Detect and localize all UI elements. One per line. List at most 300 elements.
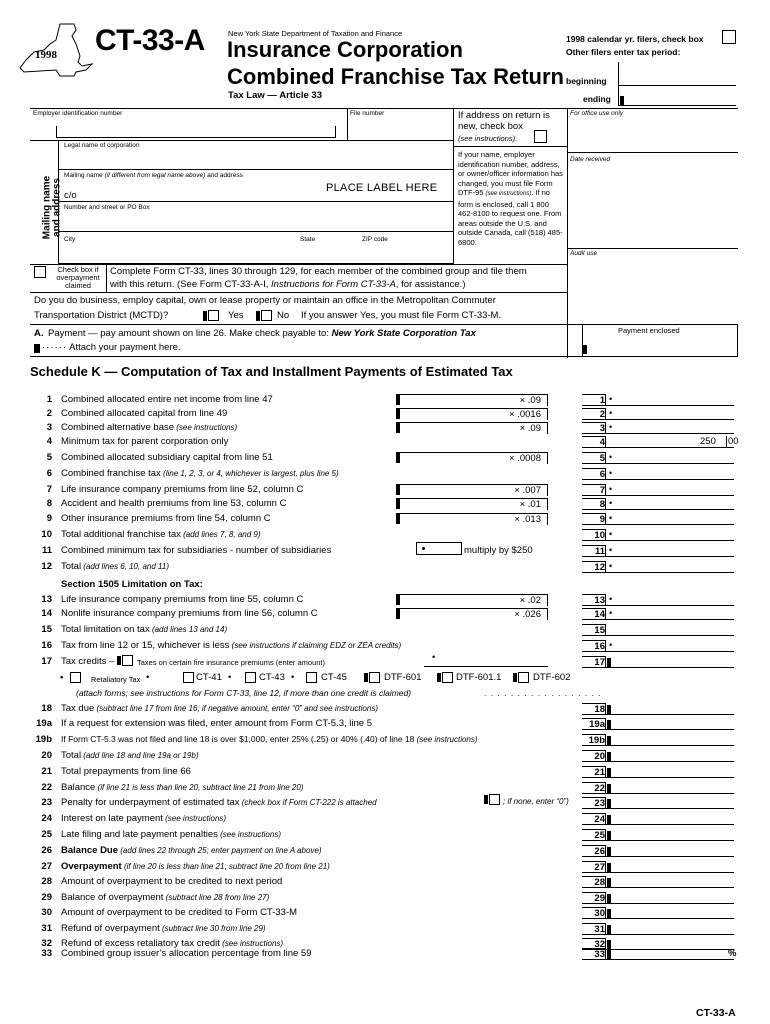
ct43-dot: • — [291, 672, 295, 683]
min-tax-amount: 250 — [700, 436, 716, 447]
overpayment-checkbox[interactable] — [34, 266, 46, 278]
credits-attach-dots: . . . . . . . . . . . . . . . . . . — [484, 688, 602, 698]
schedule-line-5 — [0, 452, 770, 463]
line-amount-field[interactable] — [606, 640, 734, 652]
schedule-line-9 — [0, 513, 770, 524]
beginning-field[interactable] — [618, 62, 736, 86]
line-label — [61, 923, 266, 934]
schedule-line-19b — [0, 734, 770, 745]
line-amount-field[interactable] — [606, 452, 734, 464]
fire-insurance-marker — [117, 656, 121, 665]
line-label — [61, 829, 281, 840]
line-ref-number: 24 — [582, 813, 606, 825]
overpayment-check-label: Check box if overpayment claimed — [56, 265, 100, 290]
amount-marker — [607, 768, 611, 777]
line-amount-field[interactable] — [606, 750, 734, 762]
complete-text2a: with this return. (See Form CT-33-A-I, — [110, 279, 269, 290]
line-label — [61, 948, 312, 959]
dtf601-checkbox[interactable] — [369, 672, 380, 683]
line-label — [61, 468, 339, 479]
bullet-icon: • — [609, 608, 613, 618]
line-label — [61, 813, 226, 824]
rate-field[interactable]: × .0016 — [396, 408, 548, 420]
line-ref-number: 3 — [582, 422, 606, 434]
amount-marker — [607, 878, 611, 887]
line-ref-number: 4 — [582, 436, 606, 448]
address-new-checkbox[interactable] — [534, 130, 547, 143]
line-amount-field[interactable] — [606, 734, 734, 746]
schedule-line-26 — [0, 845, 770, 856]
percent-sign: % — [728, 948, 737, 959]
line-text: Life insurance company premiums from line 55, column C — [61, 594, 304, 605]
schedule-line-18 — [0, 703, 770, 714]
line-number: 17 — [41, 656, 52, 667]
line-ref-number: 1 — [582, 394, 606, 406]
line-text: If a request for extension was filed, enter amount from Form CT-5.3, line 5 — [61, 718, 372, 729]
line-number: 19a — [36, 718, 52, 729]
line-amount-field[interactable] — [606, 422, 734, 434]
line-amount-field[interactable] — [606, 782, 734, 794]
change-note-text: If your name, employer identification number, address, or owner/officer information has changed, you must file Form DTF-95 — [458, 150, 563, 197]
line-ref-number: 17 — [582, 656, 606, 668]
beginning-label: beginning — [566, 76, 607, 86]
line-number: 23 — [41, 797, 52, 808]
line-label — [61, 422, 237, 433]
line-subtext: (see instructions) — [219, 939, 284, 948]
line-subtext: (add lines 13 and 14) — [149, 625, 228, 634]
line-number: 33 — [41, 948, 52, 959]
line-amount-field[interactable] — [606, 813, 734, 825]
line-number: 18 — [41, 703, 52, 714]
line-text: Balance of overpayment — [61, 892, 164, 903]
file-number-label: File number — [350, 110, 385, 117]
line-text: Total limitation on tax — [61, 624, 150, 635]
line-amount-field[interactable] — [606, 624, 734, 636]
schedule-line-28 — [0, 876, 770, 887]
retaliatory-checkbox[interactable] — [70, 672, 81, 683]
change-note-text2: . If no form is enclosed, call — [458, 188, 550, 209]
line-ref-number: 31 — [582, 923, 606, 935]
line-number: 15 — [41, 624, 52, 635]
ein-label: Employer identification number — [33, 110, 123, 117]
schedule-line-10 — [0, 529, 770, 540]
mctd-yes-marker — [203, 311, 207, 321]
line-ref-number: 33 — [582, 948, 606, 960]
line-number: 16 — [41, 640, 52, 651]
line-ref-number: 13 — [582, 594, 606, 606]
dtf602-checkbox[interactable] — [518, 672, 529, 683]
line-subtext: (see instructions) — [162, 814, 227, 823]
line-ref-number: 19a — [582, 718, 606, 730]
line-amount-field[interactable] — [606, 703, 734, 715]
mailing-name-field[interactable] — [58, 170, 454, 202]
payment-text2 — [42, 342, 181, 353]
rate-field[interactable]: × .007 — [396, 484, 548, 496]
line-text: Overpayment — [61, 861, 122, 872]
line-amount-field[interactable] — [606, 394, 734, 406]
line-text: Other insurance premiums from line 54, column C — [61, 513, 271, 524]
line-text: Tax due — [61, 703, 95, 714]
amount-marker — [607, 815, 611, 824]
line-subtext: (add lines 22 through 25; enter payment on line A above) — [118, 846, 322, 855]
line-text: Balance — [61, 782, 96, 793]
line-amount-field[interactable] — [606, 545, 734, 557]
line-text: Balance Due — [61, 845, 119, 856]
amount-marker — [607, 831, 611, 840]
bullet-icon: • — [609, 408, 613, 418]
line-number: 8 — [46, 498, 52, 509]
amount-marker — [607, 784, 611, 793]
payment-enclosed-marker — [583, 345, 587, 354]
mctd-question1: Do you do business, employ capital, own or lease property or maintain an office in the Metropolitan Commuter — [34, 295, 496, 306]
rate-field[interactable]: × .02 — [396, 594, 548, 606]
ein-field[interactable] — [56, 126, 336, 138]
line-text: Combined franchise tax — [61, 468, 161, 479]
calendar-filers-label: 1998 calendar yr. filers, check box — [566, 34, 704, 44]
min-tax-cents: 00 — [728, 436, 739, 447]
line-text: Tax from line 12 or 15, whichever is less — [61, 640, 230, 651]
change-note-instr: (see instructions) — [485, 191, 532, 197]
retaliatory-dot: • — [146, 672, 150, 683]
schedule-line-29 — [0, 892, 770, 903]
line-amount-field[interactable] — [606, 594, 734, 606]
line-number: 14 — [41, 608, 52, 619]
line-label — [61, 513, 271, 524]
schedule-line-27 — [0, 861, 770, 872]
fire-insurance-checkbox[interactable] — [122, 655, 133, 666]
amount-marker — [607, 720, 611, 729]
line-amount-field[interactable] — [606, 513, 734, 525]
line-text: Late filing and late payment penalties — [61, 829, 218, 840]
mctd-yes-checkbox[interactable] — [208, 310, 219, 321]
line-ref-number: 16 — [582, 640, 606, 652]
line-text: Minimum tax for parent corporation only — [61, 436, 229, 447]
section-1505-heading: Section 1505 Limitation on Tax: — [61, 579, 203, 590]
line-amount-field[interactable] — [606, 498, 734, 510]
line-text: Combined alternative base — [61, 422, 175, 433]
line-number: 13 — [41, 594, 52, 605]
line-text: Combined allocated entire net income from line 47 — [61, 394, 273, 405]
line-number: 21 — [41, 766, 52, 777]
line-number: 6 — [46, 468, 52, 479]
rate-field[interactable]: × .01 — [396, 498, 548, 510]
change-note-phone: 1 800 462-8100 to request one. From areas outside the U.S. and outside Canada, call (518) 485-6800. — [458, 199, 563, 247]
line-ref-number: 11 — [582, 545, 606, 557]
line-subtext: (line 1, 2, 3, or 4, whichever is largest, plus line 5) — [160, 469, 339, 478]
line-amount-field[interactable] — [606, 892, 734, 904]
schedule-line-15 — [0, 624, 770, 635]
amount-marker — [607, 705, 611, 714]
bullet-icon: • — [609, 484, 613, 494]
ending-label: ending — [583, 94, 611, 104]
line-amount-field[interactable] — [606, 529, 734, 541]
title-line2: Combined Franchise Tax Return — [227, 64, 564, 89]
change-note — [458, 150, 564, 247]
line-text: Nonlife insurance company premiums from line 56, column C — [61, 608, 318, 619]
line-number: 4 — [46, 436, 52, 447]
dtf601-label: DTF-601 — [384, 672, 422, 683]
payment-text1 — [48, 328, 476, 339]
line-ref-number: 9 — [582, 513, 606, 525]
line-amount-field[interactable] — [606, 948, 737, 960]
legal-name-field[interactable] — [58, 140, 454, 170]
form-year: 1998 — [35, 49, 57, 61]
line-amount-field[interactable] — [606, 797, 734, 809]
ct45-checkbox[interactable] — [306, 672, 317, 683]
ct222-checkbox[interactable] — [489, 794, 500, 805]
line-text: If Form CT-5.3 was not filed and line 18 is over $1,000, enter 25% (.25) or 40% (.40) of line 18 — [61, 734, 415, 744]
line-number: 29 — [41, 892, 52, 903]
line-label — [61, 408, 227, 419]
line-text: Combined group issuer’s allocation percentage from line 59 — [61, 948, 312, 959]
amount-marker — [607, 863, 611, 872]
line-amount-field[interactable] — [606, 876, 734, 888]
line-subtext: (add line 18 and line 19a or 19b) — [81, 751, 199, 760]
ct43-checkbox[interactable] — [245, 672, 256, 683]
complete-text2b: Instructions for Form CT-33-A — [271, 279, 396, 290]
line-number: 20 — [41, 750, 52, 761]
line-ref-number: 6 — [582, 468, 606, 480]
line-number: 2 — [46, 408, 52, 419]
line-amount-field[interactable] — [606, 907, 734, 919]
line-subtext: (see instructions) — [174, 423, 238, 432]
line-number: 10 — [41, 529, 52, 540]
line-ref-number: 23 — [582, 797, 606, 809]
complete-text2c: , for assistance.) — [395, 279, 466, 290]
amount-marker — [607, 658, 611, 667]
schedule-line-8 — [0, 498, 770, 509]
rate-field[interactable]: × .026 — [396, 608, 548, 620]
line-label — [61, 876, 282, 887]
mctd-question2: Transportation District (MCTD)? — [34, 310, 169, 321]
line-text: Penalty for underpayment of estimated tax — [61, 797, 240, 808]
rate-field[interactable]: × .0008 — [396, 452, 548, 464]
credits-attach-note: (attach forms; see instructions for Form CT-33, line 12, if more than one credit is claimed) — [76, 688, 412, 698]
mctd-note: If you answer Yes, you must file Form CT-33-M. — [301, 310, 502, 321]
calendar-year-checkbox[interactable] — [722, 30, 736, 44]
schedule-line-4 — [0, 436, 770, 447]
line-amount-field[interactable] — [606, 845, 734, 857]
line-subtext: (see instructions) — [217, 830, 281, 839]
schedule-line-17 — [0, 656, 770, 667]
street-field[interactable] — [58, 202, 454, 232]
ct43-label: CT-43 — [259, 672, 285, 683]
amount-marker — [607, 950, 611, 959]
line-label — [61, 608, 318, 619]
line-amount-field[interactable] — [606, 484, 734, 496]
bullet-icon: • — [609, 594, 613, 604]
line-label — [61, 656, 325, 667]
schedule-line-1 — [0, 394, 770, 405]
line-amount-field[interactable] — [606, 656, 734, 668]
rate-field[interactable]: × .09 — [396, 394, 548, 406]
fire-insurance-amount[interactable] — [424, 655, 548, 667]
line-subtext: (check box if Form CT-222 is attached — [239, 798, 377, 807]
line-ref-number: 28 — [582, 876, 606, 888]
line-amount-field[interactable] — [606, 766, 734, 778]
schedule-line-19a — [0, 718, 770, 729]
schedule-line-2 — [0, 408, 770, 419]
line-number: 30 — [41, 907, 52, 918]
ct41-dot: • — [228, 672, 232, 683]
line-ref-number: 15 — [582, 624, 606, 636]
ct222-marker — [484, 795, 488, 804]
schedule-line-24 — [0, 813, 770, 824]
line-label — [61, 529, 261, 540]
line-text: Refund of excess retaliatory tax credit — [61, 938, 220, 949]
line-amount-field[interactable] — [606, 923, 734, 935]
schedule-line-21 — [0, 766, 770, 777]
schedule-line-13 — [0, 594, 770, 605]
fire-insurance-dot: • — [432, 652, 436, 663]
line-label — [61, 782, 303, 793]
attach-dots: ······ — [42, 342, 67, 353]
line-subtext: Taxes on certain fire insurance premiums (enter amount) — [137, 658, 325, 667]
line-number: 12 — [41, 561, 52, 572]
line-ref-number: 22 — [582, 782, 606, 794]
mailing-side-label2: and address — [51, 178, 63, 237]
mailing-name-end: and address — [207, 172, 243, 179]
line-amount-field[interactable] — [606, 608, 734, 620]
schedule-line-12 — [0, 561, 770, 572]
amount-marker — [607, 847, 611, 856]
line-amount-field[interactable] — [606, 718, 734, 730]
line-text: Combined allocated subsidiary capital from line 51 — [61, 452, 273, 463]
line-number: 25 — [41, 829, 52, 840]
line-label — [61, 766, 191, 777]
schedule-line-22 — [0, 782, 770, 793]
multiply-label: multiply by $250 — [464, 545, 533, 556]
line-amount-field[interactable] — [606, 468, 734, 480]
line-ref-number: 29 — [582, 892, 606, 904]
ct41-label: CT-41 — [196, 672, 222, 683]
line-subtext: (see instructions if claiming EDZ or ZEA credits) — [229, 641, 402, 650]
line-ref-number: 27 — [582, 861, 606, 873]
line-number: 31 — [41, 923, 52, 934]
legal-name-label: Legal name of corporation — [64, 142, 140, 149]
office-use-label: For office use only — [570, 110, 624, 117]
mailing-side-label1: Mailing name — [41, 175, 53, 240]
care-of-label: c/o — [64, 190, 77, 201]
rate-field[interactable]: × .09 — [396, 422, 548, 434]
payment-attach: Attach your payment here. — [69, 342, 181, 353]
line-text: Total — [61, 750, 82, 761]
line-label — [61, 797, 569, 808]
street-label: Number and street or PO Box — [64, 204, 150, 211]
line-label — [61, 861, 330, 872]
line-label — [61, 561, 169, 572]
line-number: 9 — [46, 513, 52, 524]
line-text: Amount of overpayment to be credited to next period — [61, 876, 283, 887]
ending-field[interactable] — [618, 86, 736, 106]
schedule-line-11 — [0, 545, 770, 556]
line-label — [61, 907, 297, 918]
line-subtext: (add lines 7, 8, and 9) — [180, 530, 261, 539]
schedule-line-31 — [0, 923, 770, 934]
line-number: 7 — [46, 484, 52, 495]
line-subtext: (subtract line 30 from line 29) — [159, 924, 266, 933]
line-number: 24 — [41, 813, 52, 824]
place-label-here: PLACE LABEL HERE — [326, 182, 438, 194]
line-text: Total prepayments from line 66 — [61, 766, 191, 777]
bullet-icon: • — [609, 498, 613, 508]
line-ref-number: 30 — [582, 907, 606, 919]
line-amount-field[interactable] — [606, 829, 734, 841]
amount-marker — [607, 925, 611, 934]
line-amount-field[interactable] — [606, 561, 734, 573]
amount-marker — [607, 894, 611, 903]
bullet-icon: • — [609, 529, 613, 539]
attach-arrow-icon — [34, 344, 40, 353]
line-ref-number: 8 — [582, 498, 606, 510]
line-ref-number: 2 — [582, 408, 606, 420]
bullet-icon: • — [609, 452, 613, 462]
line-number: 27 — [41, 861, 52, 872]
line-number: 22 — [41, 782, 52, 793]
mctd-yes-label: Yes — [228, 310, 244, 321]
line-label — [61, 498, 286, 509]
line-ref-number: 21 — [582, 766, 606, 778]
mailing-name-text: Mailing name — [64, 172, 103, 179]
line-text: Life insurance company premiums from line 52, column C — [61, 484, 304, 495]
schedule-line-16 — [0, 640, 770, 651]
bullet-icon: • — [609, 394, 613, 404]
line-subtext: (see instructions) — [414, 735, 478, 744]
line-text: Tax credits – — [61, 656, 115, 667]
mctd-no-marker — [256, 311, 260, 321]
line-number: 19b — [35, 734, 52, 745]
line-label — [61, 750, 199, 761]
line-number: 1 — [46, 394, 52, 405]
date-received-label: Date received — [570, 156, 611, 163]
line-ref-number: 10 — [582, 529, 606, 541]
address-new-label: If address on return is new, check box — [458, 110, 550, 132]
rate-field[interactable]: × .013 — [396, 513, 548, 525]
line-label — [61, 892, 269, 903]
line-ref-number: 12 — [582, 561, 606, 573]
mctd-no-checkbox[interactable] — [261, 310, 272, 321]
form-id: CT-33-A — [95, 24, 205, 57]
city-field[interactable] — [58, 232, 454, 264]
payment-label-a: A. — [34, 328, 44, 339]
line-amount-field[interactable] — [606, 408, 734, 420]
line-label — [61, 703, 378, 714]
line-ref-number: 18 — [582, 703, 606, 715]
retaliatory-label: Retaliatory Tax — [91, 675, 141, 684]
ct41-checkbox[interactable] — [183, 672, 194, 683]
other-filers-label: Other filers enter tax period: — [566, 47, 681, 57]
line-label — [61, 640, 401, 651]
bullet-icon: • — [609, 422, 613, 432]
line-text: Total additional franchise tax — [61, 529, 181, 540]
line-text: Amount of overpayment to be credited to Form CT-33-M — [61, 907, 298, 918]
line-label — [61, 394, 273, 405]
line-text: Total — [61, 561, 82, 572]
dtf6011-checkbox[interactable] — [442, 672, 453, 683]
subsidiaries-count-field[interactable] — [416, 542, 462, 555]
dtf6011-label: DTF-601.1 — [456, 672, 502, 683]
line-ref-number: 26 — [582, 845, 606, 857]
schedule-line-23 — [0, 797, 770, 808]
schedule-line-30 — [0, 907, 770, 918]
line-subtext: (if line 21 is less than line 20, subtract line 21 from line 20) — [95, 783, 304, 792]
line-amount-field[interactable] — [606, 861, 734, 873]
address-see-instructions: (see instructions). — [458, 134, 518, 143]
line-ref-number: 5 — [582, 452, 606, 464]
payment-enclosed-label: Payment enclosed — [618, 326, 680, 335]
line-ref-number: 19b — [582, 734, 606, 746]
line-label — [61, 624, 227, 635]
